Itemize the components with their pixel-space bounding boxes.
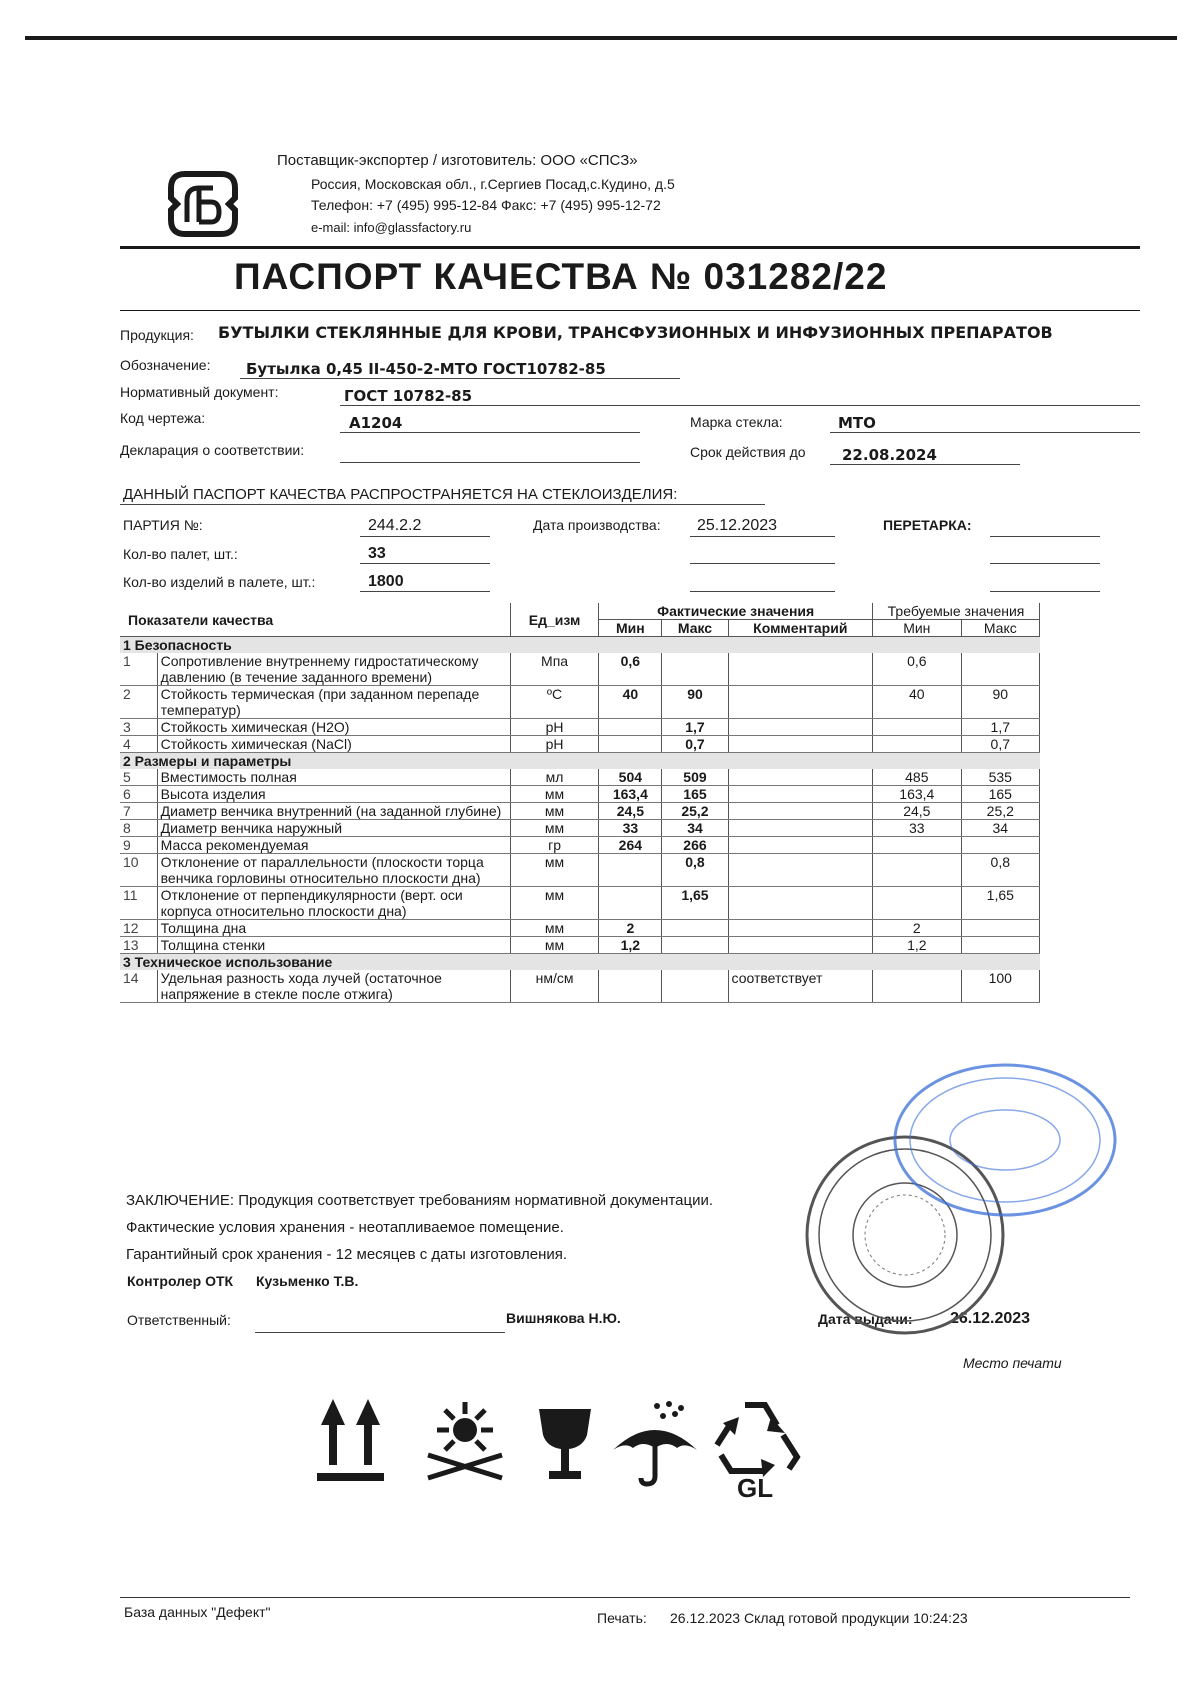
indicator-name: Высота изделия [157,786,510,803]
responsible-name: Вишнякова Н.Ю. [506,1310,621,1326]
actual-min [599,854,662,887]
required-max: 34 [961,820,1039,837]
supplier-phone: Телефон: +7 (495) 995-12-84 Факс: +7 (495) 995-12-72 [311,197,661,213]
actual-max: 509 [662,769,728,786]
row-number: 14 [120,970,157,1003]
indicator-name: Отклонение от параллельности (плоскости торца венчика горловины относительно плоскости дна) [157,854,510,887]
required-max: 0,8 [961,854,1039,887]
document-title: ПАСПОРТ КАЧЕСТВА № 031282/22 [234,256,888,297]
repack-label: ПЕРЕТАРКА: [883,517,972,533]
actual-comment [728,837,873,854]
underline [240,378,680,379]
underline [120,504,765,505]
indicator-name: Толщина стенки [157,937,510,954]
table-row [120,736,1040,753]
underline [990,591,1100,592]
table-section-header [120,753,1040,770]
col-indicator: Показатели качества [120,603,510,637]
actual-min: 504 [599,769,662,786]
underline [360,536,490,537]
table-row [120,937,1040,954]
actual-comment [728,920,873,937]
actual-comment [728,786,873,803]
unit-cell: мм [510,937,599,954]
table-row [120,653,1040,686]
actual-min: 264 [599,837,662,854]
actual-comment [728,854,873,887]
prod-date-label: Дата производства: [533,517,661,533]
unit-cell: гр [510,837,599,854]
keep-dry-umbrella-icon [605,1400,705,1490]
actual-max: 165 [662,786,728,803]
blue-stamp-icon [890,1060,1120,1220]
otk-label: Контролер ОТК [127,1273,234,1289]
table-row [120,803,1040,820]
row-number: 7 [120,803,157,820]
underline [690,563,835,564]
required-max: 90 [961,686,1039,719]
required-max: 100 [961,970,1039,1003]
actual-comment [728,769,873,786]
col-unit: Ед_изм [510,603,599,637]
designation-value: Бутылка 0,45 II-450-2-МТО ГОСТ10782-85 [246,360,606,378]
indicator-name: Удельная разность хода лучей (остаточное напряжение в стекле после отжига) [157,970,510,1003]
top-border [25,36,1177,40]
actual-comment [728,686,873,719]
unit-cell: pH [510,719,599,736]
section-title: 1 Безопасность [120,637,1040,654]
actual-comment [728,803,873,820]
normdoc-label: Нормативный документ: [120,384,279,400]
table-row [120,719,1040,736]
row-number: 1 [120,653,157,686]
this-way-up-icon [313,1395,388,1485]
unit-cell: ºС [510,686,599,719]
actual-min: 24,5 [599,803,662,820]
supplier-address: Россия, Московская обл., г.Сергиев Посад,с.Кудино, д.5 [311,176,675,192]
actual-min [599,736,662,753]
required-min: 2 [873,920,962,937]
col-req-min: Мин [873,620,962,637]
table-section-header [120,954,1040,971]
underline [360,563,490,564]
required-min: 33 [873,820,962,837]
row-number: 9 [120,837,157,854]
seal-place: Место печати [963,1355,1062,1371]
batch-value: 244.2.2 [368,517,422,534]
product-label: Продукция: [120,327,194,343]
required-min [873,970,962,1003]
recycle-label: GL [737,1473,774,1503]
required-max [961,920,1039,937]
section-title: 3 Техническое использование [120,954,1040,971]
required-max: 1,65 [961,887,1039,920]
required-min [873,736,962,753]
col-req-max: Макс [961,620,1039,637]
underline [690,536,835,537]
required-min: 40 [873,686,962,719]
unit-cell: Мпа [510,653,599,686]
row-number: 11 [120,887,157,920]
table-row [120,854,1040,887]
unit-cell: мм [510,854,599,887]
validity-label: Срок действия до [690,444,806,460]
items-label: Кол-во изделий в палете, шт.: [123,574,316,590]
actual-comment [728,937,873,954]
row-number: 3 [120,719,157,736]
required-max [961,937,1039,954]
row-number: 4 [120,736,157,753]
table-section-header [120,637,1040,654]
actual-max: 1,7 [662,719,728,736]
required-max [961,837,1039,854]
indicator-name: Стойкость химическая (NaCl) [157,736,510,753]
unit-cell: pH [510,736,599,753]
actual-max: 1,65 [662,887,728,920]
actual-min [599,719,662,736]
scope-text: ДАННЫЙ ПАСПОРТ КАЧЕСТВА РАСПРОСТРАНЯЕТСЯ НА СТЕКЛОИЗДЕЛИЯ: [123,486,678,503]
unit-cell: мм [510,820,599,837]
otk-name: Кузьменко Т.В. [256,1273,359,1289]
table-row [120,970,1040,1003]
keep-away-from-sunlight-icon [420,1400,510,1485]
indicator-name: Стойкость химическая (H2O) [157,719,510,736]
actual-min: 163,4 [599,786,662,803]
row-number: 8 [120,820,157,837]
actual-min: 40 [599,686,662,719]
product-value: БУТЫЛКИ СТЕКЛЯННЫЕ ДЛЯ КРОВИ, ТРАНСФУЗИОННЫХ И ИНФУЗИОННЫХ ПРЕПАРАТОВ [218,323,1053,342]
required-max: 165 [961,786,1039,803]
required-min [873,719,962,736]
required-min: 485 [873,769,962,786]
col-max: Макс [662,620,728,637]
fragile-glass-icon [535,1405,595,1485]
indicator-name: Масса рекомендуемая [157,837,510,854]
actual-min [599,887,662,920]
glass-value: МТО [838,414,876,432]
required-min [873,854,962,887]
actual-min: 0,6 [599,653,662,686]
supplier-line: Поставщик-экспортер / изготовитель: ООО «СПСЗ» [277,152,638,169]
actual-comment [728,719,873,736]
footer-divider [120,1597,1130,1598]
indicator-name: Диаметр венчика внутренний (на заданной глубине) [157,803,510,820]
company-logo-icon [165,168,241,240]
indicator-name: Вместимость полная [157,769,510,786]
designation-label: Обозначение: [120,357,211,373]
col-required: Требуемые значения [873,603,1040,620]
actual-max: 25,2 [662,803,728,820]
col-comment: Комментарий [728,620,873,637]
footer-print-value: 26.12.2023 Склад готовой продукции 10:24:23 [670,1610,968,1626]
actual-max [662,653,728,686]
col-actual: Фактические значения [599,603,873,620]
underline [340,462,640,463]
indicator-name: Сопротивление внутреннему гидростатическому давлению (в течение заданного времени) [157,653,510,686]
unit-cell: мл [510,769,599,786]
warranty-line: Гарантийный срок хранения - 12 месяцев с даты изготовления. [126,1246,568,1263]
unit-cell: мм [510,920,599,937]
underline [690,591,835,592]
underline [340,432,640,433]
table-row [120,920,1040,937]
issue-label: Дата выдачи: [818,1311,913,1327]
required-min: 1,2 [873,937,962,954]
unit-cell: мм [510,887,599,920]
required-max: 535 [961,769,1039,786]
row-number: 5 [120,769,157,786]
table-row [120,769,1040,786]
table-row [120,686,1040,719]
glass-label: Марка стекла: [690,414,783,430]
required-min: 163,4 [873,786,962,803]
required-max: 0,7 [961,736,1039,753]
declaration-label: Декларация о соответствии: [120,442,305,458]
batch-label: ПАРТИЯ №: [123,517,203,533]
signature-line [255,1332,505,1333]
table-row [120,786,1040,803]
indicator-name: Отклонение от перпендикулярности (верт. оси корпуса относительно плоскости дна) [157,887,510,920]
table-row [120,820,1040,837]
row-number: 2 [120,686,157,719]
table-row [120,837,1040,854]
issue-date: 26.12.2023 [950,1310,1031,1327]
actual-max: 266 [662,837,728,854]
indicator-name: Диаметр венчика наружный [157,820,510,837]
actual-max: 0,7 [662,736,728,753]
pallets-label: Кол-во палет, шт.: [123,546,238,562]
required-max: 25,2 [961,803,1039,820]
normdoc-value: ГОСТ 10782-85 [344,387,473,405]
required-min: 24,5 [873,803,962,820]
row-number: 13 [120,937,157,954]
conclusion-line: ЗАКЛЮЧЕНИЕ: Продукция соответствует требованиям нормативной документации. [126,1192,713,1209]
underline [340,405,1140,406]
underline [990,563,1100,564]
col-min: Мин [599,620,662,637]
actual-comment: соответствует [728,970,873,1003]
header-divider [120,246,1140,249]
actual-max [662,920,728,937]
actual-comment [728,820,873,837]
row-number: 10 [120,854,157,887]
actual-max: 0,8 [662,854,728,887]
required-min [873,887,962,920]
prod-date-value: 25.12.2023 [697,517,778,534]
row-number: 6 [120,786,157,803]
required-max: 1,7 [961,719,1039,736]
title-divider [120,310,1140,311]
actual-min: 1,2 [599,937,662,954]
actual-max: 90 [662,686,728,719]
unit-cell: мм [510,786,599,803]
indicator-name: Толщина дна [157,920,510,937]
row-number: 12 [120,920,157,937]
responsible-label: Ответственный: [127,1312,231,1328]
storage-line: Фактические условия хранения - неотапливаемое помещение. [126,1219,564,1236]
supplier-email: e-mail: info@glassfactory.ru [311,220,472,235]
actual-max: 34 [662,820,728,837]
underline [360,591,490,592]
unit-cell: нм/см [510,970,599,1003]
actual-max [662,970,728,1003]
actual-min: 33 [599,820,662,837]
pallets-value: 33 [368,545,386,562]
required-max [961,653,1039,686]
actual-max [662,937,728,954]
actual-comment [728,653,873,686]
unit-cell: мм [510,803,599,820]
drawing-label: Код чертежа: [120,410,206,426]
actual-comment [728,887,873,920]
section-title: 2 Размеры и параметры [120,753,1040,770]
underline [830,432,1140,433]
required-min [873,837,962,854]
validity-value: 22.08.2024 [842,446,937,464]
footer-print-label: Печать: [597,1610,647,1626]
drawing-value: А1204 [349,414,403,432]
underline [830,464,1020,465]
actual-min [599,970,662,1003]
quality-table [120,603,1040,1003]
actual-min: 2 [599,920,662,937]
actual-comment [728,736,873,753]
underline [990,536,1100,537]
indicator-name: Стойкость термическая (при заданном перепаде температур) [157,686,510,719]
table-row [120,887,1040,920]
required-min: 0,6 [873,653,962,686]
footer-database: База данных "Дефект" [124,1604,271,1620]
items-value: 1800 [368,573,404,590]
